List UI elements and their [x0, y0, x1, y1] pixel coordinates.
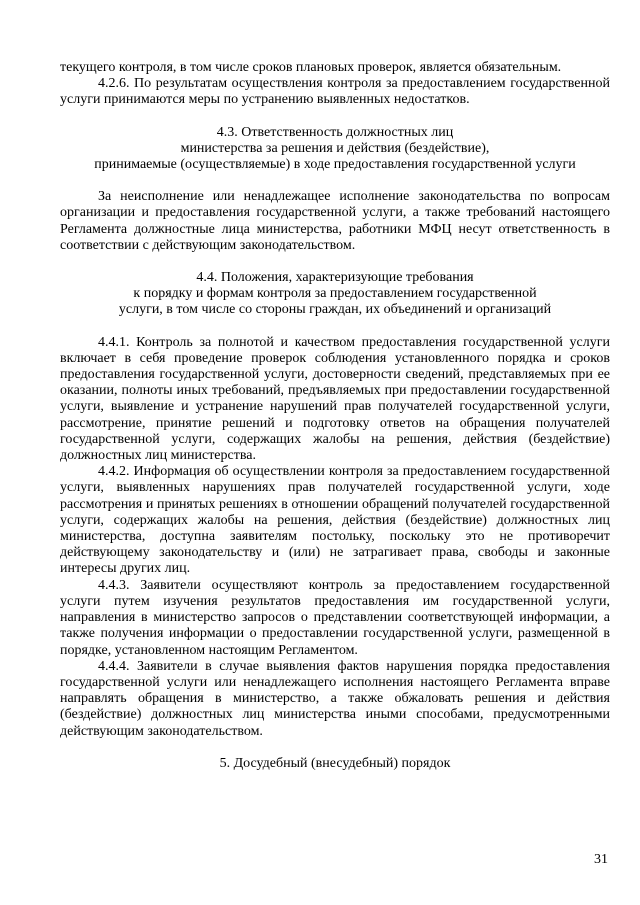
section-4-3-heading: [60, 125, 610, 174]
document-page: [60, 60, 610, 772]
heading-line: услуги, в том числе со стороны граждан, их объединений и организаций: [118, 302, 552, 318]
heading-line: 4.3. Ответственность должностных лиц: [216, 124, 454, 140]
paragraph-4-4-3: 4.4.3. Заявители осуществляют контроль за предоставлением государственной услуги путем изучения результатов предоставления им государственной услуги, направления в министерство запросов о представлении соответствующей информации, а также получения информации о предоставлении государственной услуги, размещенной в порядке, установленном настоящим Регламентом.: [60, 577, 610, 658]
page-number: 31: [594, 852, 608, 867]
heading-line: к порядку и формам контроля за предоставлением государственной: [133, 286, 537, 302]
section-5-heading: 5. Досудебный (внесудебный) порядок: [219, 755, 451, 771]
heading-line: принимаемые (осуществляемые) в ходе предоставления государственной услуги: [94, 157, 576, 173]
paragraph-4-4-2: 4.4.2. Информация об осуществлении контроля за предоставлением государственной услуги, выявленных нарушениях прав получателей государственной услуги, ходе рассмотрения и принятых решениях в отношении обращений получателей государственной услуги, содержащих жалобы на решения, действия (бездействие) должностных лиц министерства, доступна заявителям постольку, поскольку это не противоречит действующему законодательству и (или) не затрагивает права, свободы и законные интересы других лиц.: [60, 464, 610, 577]
section-4-3-body: За неисполнение или ненадлежащее исполнение законодательства по вопросам организации и предоставления государственной услуги, а также требований настоящего Регламента должностные лица министерства, работники МФЦ несут ответственность в соответствии с действующим законодательством.: [60, 189, 610, 253]
heading-line: министерства за решения и действия (бездействие),: [180, 140, 490, 156]
continuation-paragraph: текущего контроля, в том числе сроков плановых проверок, является обязательным.: [60, 60, 562, 75]
heading-line: 4.4. Положения, характеризующие требования: [196, 270, 474, 286]
paragraph-4-4-4: 4.4.4. Заявители в случае выявления фактов нарушения порядка предоставления государственной услуги или ненадлежащего исполнения настоящего Регламента вправе направлять обращения в министерство, а также обжаловать решения и действия (бездействие) должностных лиц министерства иными способами, предусмотренными действующим законодательством.: [60, 658, 610, 739]
paragraph-4-2-6: 4.2.6. По результатам осуществления контроля за предоставлением государственной услуги принимаются меры по устранению выявленных недостатков.: [60, 76, 610, 108]
section-4-4-heading: [60, 270, 610, 319]
paragraph-4-4-1: 4.4.1. Контроль за полнотой и качеством предоставления государственной услуги включает в себя проведение проверок соблюдения установленного порядка и сроков предоставления государственной услуги, достоверности сведений, представляемых при ее оказании, полноты иных требований, предъявляемых при предоставлении государственной услуги, выявление и устранение нарушений прав получателей государственной услуги, рассмотрение, принятие решений и подготовку ответов на обращения получателей государственной услуги, содержащих жалобы на решения, действия (бездействие) должностных лиц министерства.: [60, 334, 610, 464]
